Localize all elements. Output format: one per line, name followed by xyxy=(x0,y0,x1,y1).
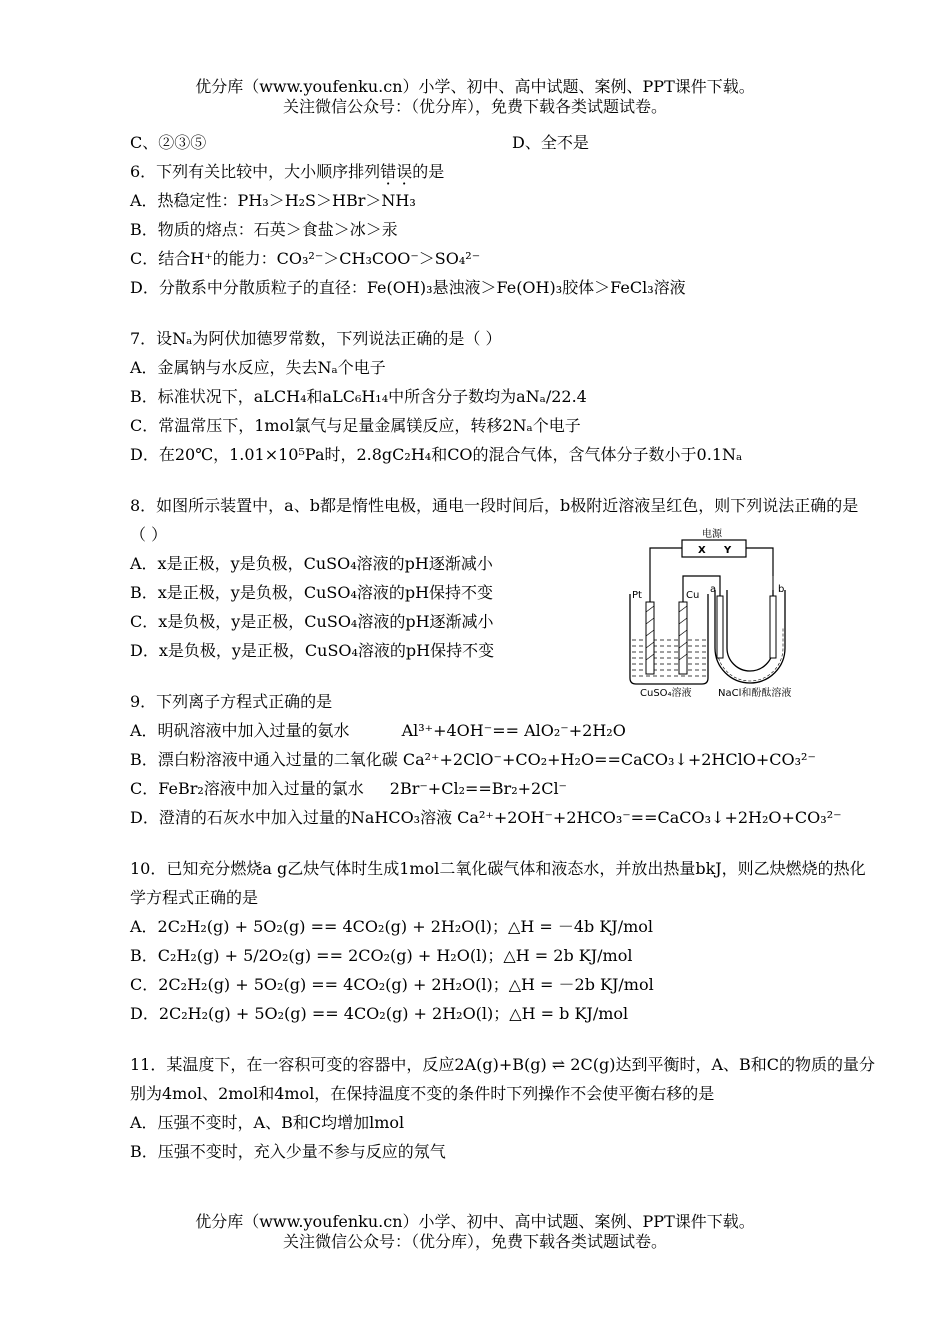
q9-option-b: B．漂白粉溶液中通入过量的二氧化碳 Ca²⁺+2ClO⁻+CO₂+H₂O==CaCO₃↓+2HClO+CO₃²⁻ xyxy=(130,750,816,769)
cuso4-solution-hatch xyxy=(632,640,706,676)
b-label: b xyxy=(778,584,785,595)
q5-options xyxy=(130,128,875,157)
a-electrode xyxy=(717,596,723,658)
q7-option-a: A．金属钠与水反应，失去Nₐ个电子 xyxy=(130,358,386,377)
header-line-2: 关注微信公众号：（优分库），免费下载各类试题试卷。 xyxy=(282,97,667,116)
footer-line-1: 优分库（www.youfenku.cn）小学、初中、高中试题、案例、PPT课件下载。 xyxy=(195,1212,755,1231)
q7-option-c: C．常温常压下，1mol氯气与足量金属镁反应，转移2Nₐ个电子 xyxy=(130,416,581,435)
q5-option-c: C、②③⑤ xyxy=(130,133,207,152)
q8-option-a: A．x是正极，y是负极，CuSO₄溶液的pH逐渐减小 xyxy=(130,554,493,573)
q5-option-d: D、全不是 xyxy=(512,133,589,152)
q10-option-a: A．2C₂H₂(g) + 5O₂(g) == 4CO₂(g) + 2H₂O(l)；△H = －4b KJ/mol xyxy=(130,917,654,936)
q9-option-c-text: C．FeBr₂溶液中加入过量的氯水 xyxy=(130,779,364,798)
q6-stem-emph-2: 误 xyxy=(396,162,413,181)
x-terminal-label: X xyxy=(698,545,706,556)
pt-label: Pt xyxy=(632,590,642,601)
q10-option-b: B．C₂H₂(g) + 5/2O₂(g) == 2CO₂(g) + H₂O(l)；△H = 2b KJ/mol xyxy=(130,946,633,965)
q9-option-a-text: A．明矾溶液中加入过量的氨水 xyxy=(130,721,350,740)
wire-x-to-pt xyxy=(650,548,682,608)
q6-option-a: A．热稳定性：PH₃＞H₂S＞HBr＞NH₃ xyxy=(130,191,416,210)
q10-option-d: D．2C₂H₂(g) + 5O₂(g) == 4CO₂(g) + 2H₂O(l)；△H = b KJ/mol xyxy=(130,1004,629,1023)
q9-option-c-equation: 2Br⁻+Cl₂==Br₂+2Cl⁻ xyxy=(389,779,567,798)
power-label: 电源 xyxy=(702,529,722,540)
q11-stem: 11．某温度下，在一容积可变的容器中，反应2A(g)+B(g) ⇌ 2C(g)达到平衡时，A、B和C的物质的量分别为4mol、2mol和4mol，在保持温度不变的条件时下列操作不会使平衡右移的是 xyxy=(130,1055,875,1103)
page-header xyxy=(0,77,950,117)
a-label: a xyxy=(710,584,717,595)
q6-stem-b: 的是 xyxy=(412,162,445,181)
q9-option-c xyxy=(130,774,875,803)
footer-line-2: 关注微信公众号：（优分库），免费下载各类试题试卷。 xyxy=(282,1232,667,1251)
q6-stem xyxy=(130,157,875,186)
q10-stem: 10．已知充分燃烧a g乙炔气体时生成1mol二氧化碳气体和液态水，并放出热量bkJ，则乙炔燃烧的热化学方程式正确的是 xyxy=(130,859,866,907)
q8-stem: 8．如图所示装置中，a、b都是惰性电极，通电一段时间后，b极附近溶液呈红色，则下列说法正确的是 （ ） xyxy=(130,496,859,544)
q8-options xyxy=(130,549,570,665)
wire-y-to-b xyxy=(746,548,773,576)
q7-option-d: D．在20℃，1.01×10⁵Pa时，2.8gC₂H₄和CO的混合气体，含气体分子数小于0.1Nₐ xyxy=(130,445,743,464)
q11-option-a: A．压强不变时，A、B和C均增加lmol xyxy=(130,1113,405,1132)
y-terminal-label: Y xyxy=(724,545,732,556)
cuso4-caption: CuSO₄溶液 xyxy=(640,688,692,698)
q6-stem-a: 6．下列有关比较中，大小顺序排列 xyxy=(130,162,381,181)
nacl-caption: NaCl和酚酞溶液 xyxy=(718,688,792,698)
q7-option-b: B．标准状况下，aLCH₄和aLC₆H₁₄中所含分子数均为aNₐ/22.4 xyxy=(130,387,587,406)
u-tube-inner xyxy=(727,590,773,671)
q10-option-c: C．2C₂H₂(g) + 5O₂(g) == 4CO₂(g) + 2H₂O(l)；△H = －2b KJ/mol xyxy=(130,975,654,994)
beaker xyxy=(630,594,708,684)
q8-option-d: D．x是负极，y是正极，CuSO₄溶液的pH保持不变 xyxy=(130,641,495,660)
cu-label: Cu xyxy=(686,590,700,601)
q6-option-d: D．分散系中分散质粒子的直径：Fe(OH)₃悬浊液＞Fe(OH)₃胶体＞FeCl₃溶液 xyxy=(130,278,686,297)
q8-option-c: C．x是负极，y是正极，CuSO₄溶液的pH逐渐减小 xyxy=(130,612,494,631)
electrolysis-apparatus-figure xyxy=(620,528,880,698)
b-electrode xyxy=(770,596,776,658)
q6-option-b: B．物质的熔点：石英＞食盐＞冰＞汞 xyxy=(130,220,398,239)
q8-option-b: B．x是正极，y是负极，CuSO₄溶液的pH保持不变 xyxy=(130,583,494,602)
q6-stem-emph-1: 错 xyxy=(380,162,397,181)
header-line-1: 优分库（www.youfenku.cn）小学、初中、高中试题、案例、PPT课件下载。 xyxy=(195,77,755,96)
q7-stem: 7．设Nₐ为阿伏加德罗常数，下列说法正确的是（ ） xyxy=(130,329,502,348)
q9-stem: 9．下列离子方程式正确的是 xyxy=(130,692,333,711)
q6-option-c: C．结合H⁺的能力：CO₃²⁻＞CH₃COO⁻＞SO₄²⁻ xyxy=(130,249,481,268)
pt-electrode xyxy=(646,602,654,674)
page-footer xyxy=(0,1212,950,1252)
power-source-box xyxy=(682,540,746,557)
q9-option-a xyxy=(130,716,875,745)
q11-option-b: B．压强不变时，充入少量不参与反应的氖气 xyxy=(130,1142,446,1161)
q9-option-a-equation: Al³⁺+4OH⁻== AlO₂⁻+2H₂O xyxy=(401,721,626,740)
q9-option-d: D．澄清的石灰水中加入过量的NaHCO₃溶液 Ca²⁺+2OH⁻+2HCO₃⁻==CaCO₃↓+2H₂O+CO₃²⁻ xyxy=(130,808,842,827)
cu-electrode xyxy=(679,602,687,674)
